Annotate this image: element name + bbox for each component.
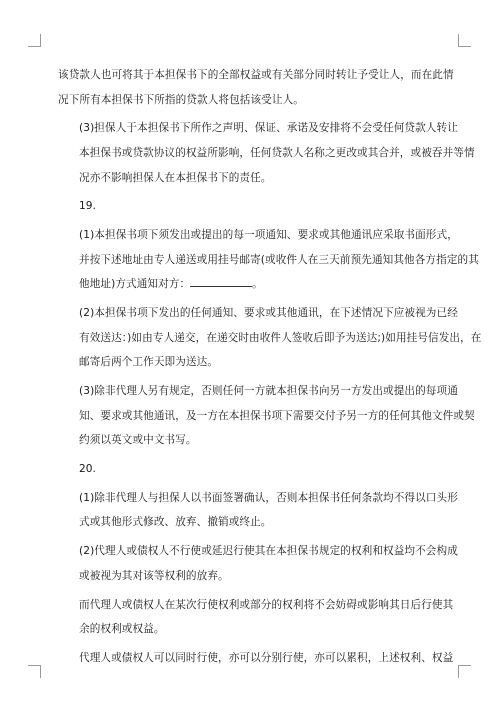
paragraph bbox=[58, 593, 454, 642]
text-line: 代理人或债权人可以同时行使，亦可以分别行使，亦可以累积，上述权利、权益 bbox=[79, 651, 454, 664]
clause-number: 19. bbox=[79, 200, 96, 213]
text-line: 约须以英文或中文书写。 bbox=[79, 434, 197, 447]
punctuation: 。 bbox=[252, 278, 263, 291]
text-line: (3)除非代理人另有规定，否则任何一方就本担保书向另一方发出或提出的每项通 bbox=[79, 385, 458, 398]
text-line: 余的权利或权益。 bbox=[79, 623, 165, 636]
text-line: 该贷款人也可将其于本担保书下的全部权益或有关部分同时转让予受让人，而在此情 bbox=[58, 69, 454, 81]
text-line: 并按下述地址由专人递送或用挂号邮寄(或收件人在三天前预先通知其他各方指定的其 bbox=[79, 253, 479, 266]
text-line: 或被视为其对该等权利的放弃。 bbox=[79, 569, 229, 582]
text-line: (2)本担保书项下发出的任何通知、要求或其他通讯，在下述情况下应被视为已经 bbox=[79, 307, 458, 320]
clause-number: 20. bbox=[79, 463, 96, 476]
document-body bbox=[58, 63, 482, 675]
paragraph bbox=[58, 539, 458, 588]
text-line: 况亦不影响担保人在本担保书下的责任。 bbox=[79, 171, 272, 184]
paragraph bbox=[58, 379, 475, 453]
text-line: 知、要求或其他通讯，及一方在本担保书项下需要交付予另一方的任何其他文件或契 bbox=[79, 409, 475, 422]
crop-mark-bottom-right bbox=[458, 665, 471, 678]
crop-mark-bottom-left bbox=[28, 665, 41, 678]
text-line: 式或其他形式修改、放弃、撤销或终止。 bbox=[79, 516, 272, 529]
paragraph bbox=[58, 301, 482, 375]
paragraph bbox=[58, 223, 479, 297]
text-line: (1)除非代理人与担保人以书面签署确认，否则本担保书任何条款均不得以口头形 bbox=[79, 491, 458, 504]
text-line: (1)本担保书项下须发出或提出的每一项通知、要求或其他通讯应采取书面形式， bbox=[79, 229, 458, 242]
paragraph bbox=[58, 486, 458, 535]
paragraph bbox=[58, 63, 454, 112]
paragraph bbox=[58, 646, 454, 671]
crop-mark-top-right bbox=[458, 34, 471, 47]
paragraph bbox=[58, 116, 475, 190]
crop-mark-top-left bbox=[28, 34, 41, 47]
text-line: (2)代理人或债权人不行使或延迟行使其在本担保书规定的权利和权益均不会构成 bbox=[79, 545, 458, 558]
text-line: 邮寄后两个工作天即为送达。 bbox=[79, 356, 219, 369]
text-line: 况下所有本担保书下所指的贷款人将包括该受让人。 bbox=[58, 93, 304, 106]
text-line: 有效送达：)如由专人递交，在递交时由收件人签收后即予为送达;)如用挂号信发出，在 bbox=[79, 331, 482, 344]
text-line: 本担保书或贷款协议的权益所影响，任何贷款人名称之更改或其合并，或被吞并等情 bbox=[79, 146, 475, 159]
text-line: 而代理人或债权人在某次行使权利或部分的权利将不会妨碍或影响其日后行使其 bbox=[79, 598, 454, 611]
fill-in-blank bbox=[190, 276, 252, 287]
text-line: 他地址)方式通知对方： 。 bbox=[79, 278, 263, 291]
text-line: (3)担保人于本担保书下所作之声明、保证、承诺及安排将不会受任何贷款人转让 bbox=[79, 122, 458, 135]
